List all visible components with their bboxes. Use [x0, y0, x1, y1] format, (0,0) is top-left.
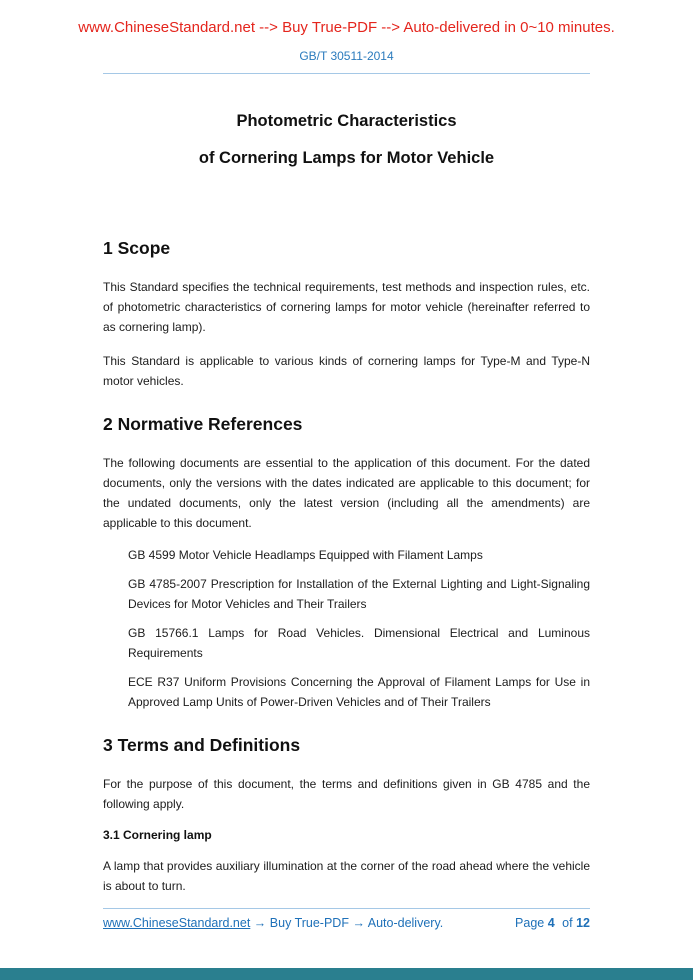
scope-paragraph-1: This Standard specifies the technical requirements, test methods and inspection rules, etc. of photometric characteristics of cornering lamps for motor vehicle (hereinafter referred to as cornering lamp).: [103, 280, 590, 334]
bottom-teal-bar: [0, 968, 693, 980]
page-current: 4: [547, 916, 555, 930]
page-total: 12: [576, 916, 590, 930]
standard-code-header: GB/T 30511-2014: [299, 49, 394, 63]
document-title-line2: of Cornering Lamps for Motor Vehicle: [198, 149, 495, 167]
page-content: [103, 103, 590, 896]
reference-item: GB 4785-2007 Prescription for Installation of the External Lighting and Light-Signaling Devices for Motor Vehicles and Their Trailers: [128, 577, 590, 611]
footer-arrow-icon: →: [352, 916, 365, 930]
footer-promo: [103, 916, 443, 931]
scope-paragraph-2: This Standard is applicable to various kinds of cornering lamps for Type-M and Type-N motor vehicles.: [103, 354, 590, 388]
term-subheading-cornering-lamp: 3.1 Cornering lamp: [103, 828, 212, 842]
page-label: Page: [515, 916, 545, 930]
footer-website-link[interactable]: www.ChineseStandard.net: [103, 916, 251, 930]
reference-item: ECE R37 Uniform Provisions Concerning the Approval of Filament Lamps for Use in Approved Lamp Units of Power-Driven Vehicles and of Their Trailers: [128, 675, 590, 709]
reference-list: [128, 545, 590, 712]
footer-delivery-text: Auto-delivery.: [367, 916, 444, 930]
page-of-label: of: [562, 916, 573, 930]
header-divider: [103, 73, 590, 74]
section-heading-terms-definitions: 3 Terms and Definitions: [103, 735, 301, 755]
footer-buy-text: Buy True-PDF: [269, 916, 349, 930]
document-title-line1: Photometric Characteristics: [236, 112, 457, 130]
reference-item: GB 15766.1 Lamps for Road Vehicles. Dimensional Electrical and Luminous Requirements: [128, 626, 590, 660]
term-definition-cornering-lamp: A lamp that provides auxiliary illumination at the corner of the road ahead where the vehicle is about to turn.: [103, 859, 590, 893]
document-title: [103, 103, 590, 177]
page-footer: [103, 908, 590, 931]
section-heading-normative-references: 2 Normative References: [103, 414, 303, 434]
reference-item: GB 4599 Motor Vehicle Headlamps Equipped with Filament Lamps: [128, 548, 483, 562]
section-heading-scope: 1 Scope: [103, 238, 171, 258]
footer-arrow-icon: →: [253, 916, 267, 930]
normative-intro-paragraph: The following documents are essential to the application of this document. For the dated documents, only the versions with the dates indicated are applicable to this document; for the undated documents, only the latest version (including all the amendments) are applicable to this document.: [103, 456, 590, 530]
top-promo-banner: www.ChineseStandard.net --> Buy True-PDF --> Auto-delivered in 0~10 minutes.: [78, 19, 615, 36]
terms-intro-paragraph: For the purpose of this document, the terms and definitions given in GB 4785 and the following apply.: [103, 777, 590, 811]
footer-row: [103, 909, 590, 931]
page-number-indicator: [511, 916, 590, 931]
